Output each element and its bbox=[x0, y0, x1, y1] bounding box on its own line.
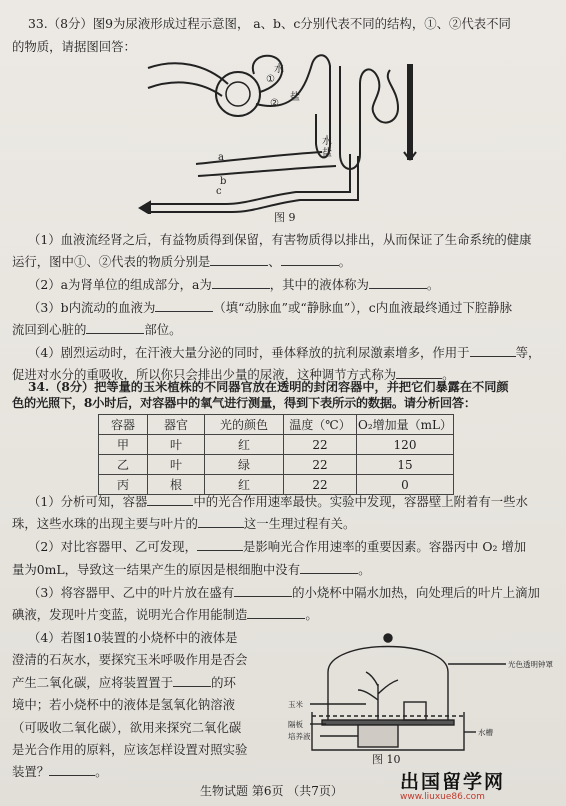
answer-blank[interactable] bbox=[86, 322, 144, 334]
table-cell: 红 bbox=[205, 435, 284, 455]
table-cell: 15 bbox=[357, 455, 454, 475]
q33-header-line2: 的物质，请据图回答： bbox=[12, 39, 136, 54]
table-header-row bbox=[99, 415, 454, 435]
watermark-main: 出国留学网 bbox=[400, 771, 506, 793]
watermark-url: www.liuxue86.com bbox=[400, 792, 485, 802]
q34-p4-line: 产生二氧化碳，应将装置置于 的环 bbox=[12, 675, 236, 690]
table-cell: 22 bbox=[284, 475, 357, 495]
page-footer: 生物试题 第6页 （共7页） bbox=[200, 784, 343, 798]
table-cell: 红 bbox=[205, 475, 284, 495]
table-cell: 叶 bbox=[148, 455, 205, 475]
q34-p4-line: （可吸收二氧化碳），欲用来探究二氧化碳 bbox=[12, 720, 242, 735]
table-cell: 叶 bbox=[148, 435, 205, 455]
label-bell-jar: 光色透明钟罩 bbox=[508, 660, 553, 669]
answer-blank[interactable] bbox=[198, 516, 244, 528]
table-header: 容器 bbox=[99, 415, 148, 435]
answer-blank[interactable] bbox=[396, 367, 442, 379]
table-row bbox=[99, 455, 454, 475]
o2-data-table bbox=[98, 414, 454, 495]
label-water: 水 bbox=[274, 64, 284, 75]
answer-blank[interactable] bbox=[234, 585, 292, 597]
q34-header-line2: 色的光照下，8小时后，对容器中的氧气进行测量，得到下表所示的数据。请分析回答： bbox=[12, 396, 476, 410]
table-cell: 根 bbox=[148, 475, 205, 495]
label-nutrient: 培养液 bbox=[288, 732, 311, 741]
answer-blank[interactable] bbox=[210, 254, 268, 266]
answer-blank[interactable] bbox=[470, 345, 516, 357]
label-b: b bbox=[220, 176, 227, 187]
q34-p4-line: 澄清的石灰水，要探究玉米呼吸作用是否会 bbox=[12, 652, 248, 667]
table-cell: 22 bbox=[284, 435, 357, 455]
table-cell: 甲 bbox=[99, 435, 148, 455]
q33-p1-line1: （1）血液流经肾之后，有益物质得到保留，有害物质得以排出，从而保证了生命系统的健康 bbox=[28, 232, 532, 247]
table-cell: 0 bbox=[357, 475, 454, 495]
q33-p2: （2）a为肾单位的组成部分，a为 ，其中的液体称为 。 bbox=[28, 277, 440, 292]
q34-p1-line1: （1）分析可知，容器 中的光合作用速率最快。实验中发现，容器壁上附着有一些水 bbox=[28, 494, 528, 509]
q34-p3-line2: 碘液，发现叶片变蓝，说明光合作用能制造 。 bbox=[12, 607, 318, 622]
table-header: 器官 bbox=[148, 415, 205, 435]
q34-p4-line: 装置？ 。 bbox=[12, 764, 108, 779]
label-board: 隔板 bbox=[288, 720, 303, 729]
q33-p4-line1: （4）剧烈运动时，在汗液大量分泌的同时，垂体释放的抗利尿激素增多，作用于 等， bbox=[28, 345, 541, 360]
q33-p3-line2: 流回到心脏的 部位。 bbox=[12, 322, 182, 337]
table-header: 光的颜色 bbox=[205, 415, 284, 435]
figure-9-nephron-diagram bbox=[136, 44, 436, 214]
q34-p4-line: 境中；若小烧杯中的液体是氢氧化钠溶液 bbox=[12, 697, 236, 712]
table-row bbox=[99, 475, 454, 495]
table-cell: 22 bbox=[284, 455, 357, 475]
table-cell: 乙 bbox=[99, 455, 148, 475]
label-c: c bbox=[216, 186, 222, 197]
label-circle2: ② bbox=[270, 98, 279, 109]
q34-p3-line1: （3）将容器甲、乙中的叶片放在盛有 的小烧杯中隔水加热，向处理后的叶片上滴加 bbox=[28, 585, 540, 600]
label-a: a bbox=[218, 152, 224, 163]
figure-9-caption: 图 9 bbox=[274, 211, 296, 224]
label-water-tank: 水槽 bbox=[478, 728, 493, 737]
table-cell: 120 bbox=[357, 435, 454, 455]
q34-p2-line1: （2）对比容器甲、乙可发现， 是影响光合作用速率的重要因素。容器丙中 O₂ 增加 bbox=[28, 539, 527, 554]
answer-blank[interactable] bbox=[147, 494, 193, 506]
answer-blank[interactable] bbox=[369, 277, 427, 289]
bell-jar bbox=[328, 647, 448, 721]
answer-blank[interactable] bbox=[281, 254, 339, 266]
q33-p4-line2: 促进对水分的重吸收，所以你只会排出少量的尿液，这种调节方式称为 。 bbox=[12, 367, 455, 382]
table-cell: 绿 bbox=[205, 455, 284, 475]
label-salt2: 盐 bbox=[322, 148, 332, 159]
q33-p1-line2: 运行，图中①、②代表的物质分别是 、 。 bbox=[12, 254, 352, 269]
corn-plant bbox=[358, 672, 398, 720]
q33-header-line1: 33.（8分）图9为尿液形成过程示意图， a、b、c分别代表不同的结构，①、②代表不同 bbox=[28, 16, 511, 31]
afferent-vessel bbox=[148, 63, 228, 84]
table-header: 温度（℃） bbox=[284, 415, 357, 435]
answer-blank[interactable] bbox=[173, 675, 211, 687]
answer-blank[interactable] bbox=[155, 300, 213, 312]
figure-10-apparatus bbox=[266, 624, 556, 764]
table-row bbox=[99, 435, 454, 455]
q34-p1-line2: 珠，这些水珠的出现主要与叶片的 这一生理过程有关。 bbox=[12, 516, 356, 531]
q34-header-line1: 34.（8分）把等量的玉米植株的不同器官放在透明的封闭容器中，并把它们暴露在不同颜 bbox=[28, 380, 509, 394]
label-corn: 玉米 bbox=[288, 700, 303, 709]
q34-p4-line: 是光合作用的原料，应该怎样设置对照实验 bbox=[12, 742, 248, 757]
site-watermark bbox=[400, 772, 560, 802]
answer-blank[interactable] bbox=[197, 539, 243, 551]
q34-p2-line2: 量为0mL，导致这一结果产生的原因是根细胞中没有 。 bbox=[12, 562, 371, 577]
label-water2: 水 bbox=[322, 136, 332, 147]
table-header: O₂增加量（mL） bbox=[357, 415, 454, 435]
figure-10-caption: 图 10 bbox=[372, 753, 401, 766]
q34-p4-line: （4）若图10装置的小烧杯中的液体是 bbox=[28, 630, 238, 645]
answer-blank[interactable] bbox=[300, 562, 358, 574]
table-cell: 丙 bbox=[99, 475, 148, 495]
label-circle1: ① bbox=[266, 74, 275, 85]
answer-blank[interactable] bbox=[247, 607, 305, 619]
answer-blank[interactable] bbox=[49, 764, 95, 776]
label-salt: 盐 bbox=[290, 92, 300, 103]
answer-blank[interactable] bbox=[212, 277, 270, 289]
q33-p3-line1: （3）b内流动的血液为 （填“动脉血”或“静脉血”），c内血液最终通过下腔静脉 bbox=[28, 300, 513, 315]
